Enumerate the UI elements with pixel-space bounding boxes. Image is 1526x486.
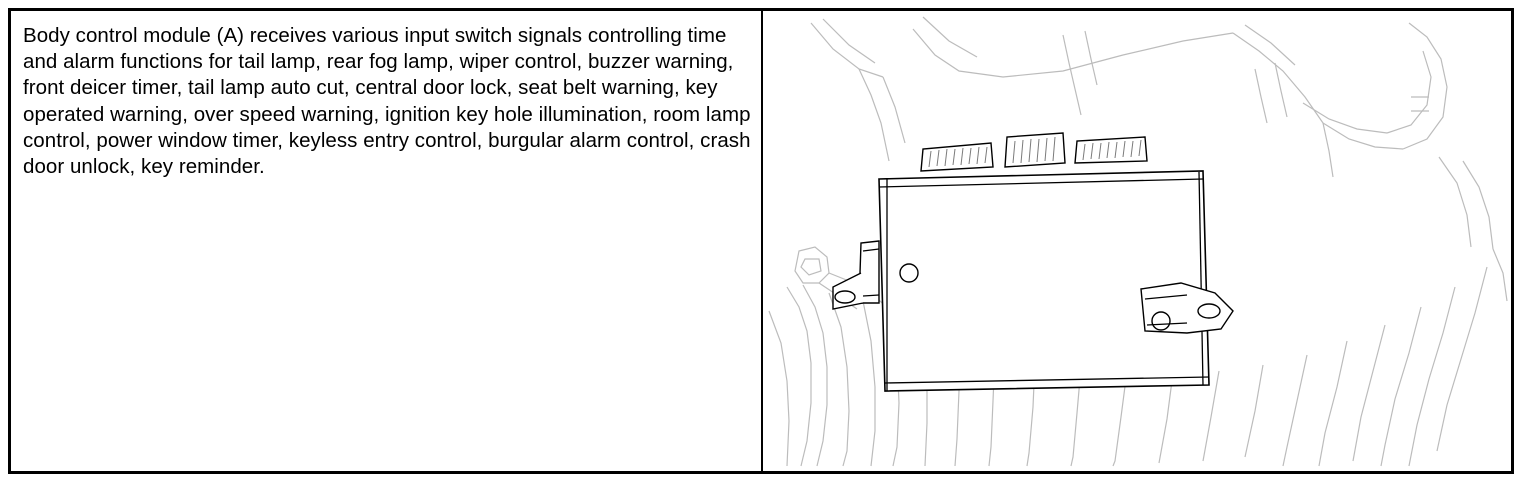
document-table <box>8 8 1514 474</box>
mounting-bracket-right <box>1141 283 1233 333</box>
body-control-module-description: Body control module (A) receives various input switch signals controlling time and alarm functions for tail lamp, rear fog lamp, wiper control, buzzer warning, front deicer timer, tail lamp auto cut, central door lock, seat belt warning, key operated warning, over speed warning, ignition key hole illumination, room lamp control, power window timer, keyless entry control, burgular alarm control, crash door unlock, key reminder. <box>23 24 757 179</box>
body-control-module-illustration <box>763 11 1511 471</box>
connector-block-left <box>921 143 993 171</box>
module-body <box>879 171 1209 391</box>
description-cell <box>11 11 763 471</box>
figure-cell <box>763 11 1511 471</box>
connector-block-right <box>1075 137 1147 163</box>
